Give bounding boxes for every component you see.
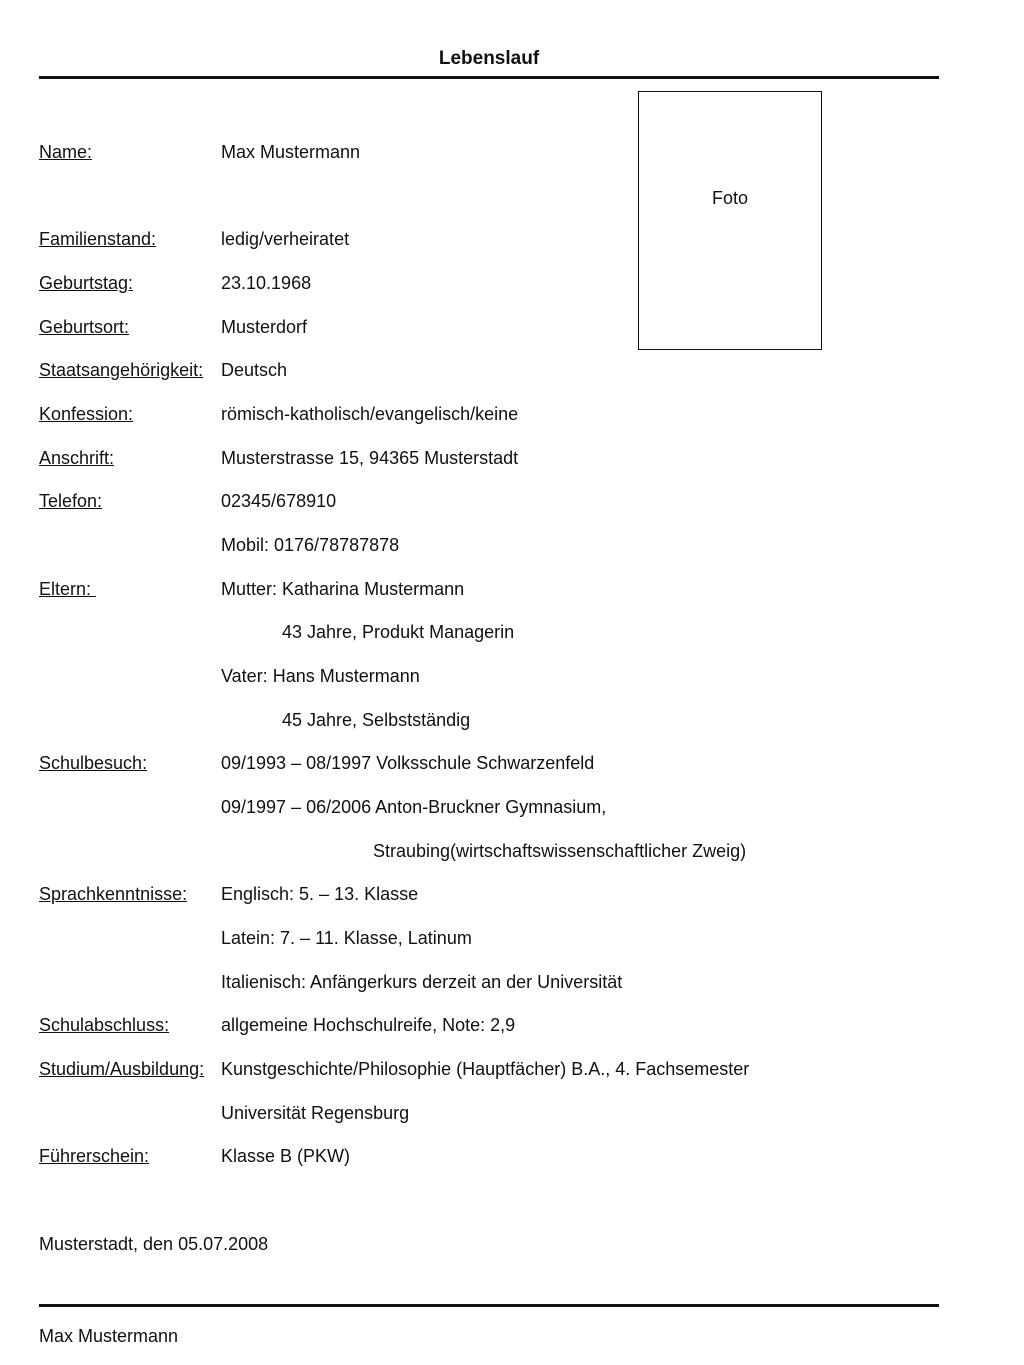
telefon-label: Telefon: (39, 491, 103, 511)
studium-label: Studium/Ausbildung: (39, 1059, 205, 1079)
schule-entry-2: 09/1997 – 06/2006 Anton-Bruckner Gymnasium, (221, 797, 607, 817)
geburtsort-value: Musterdorf (221, 317, 308, 337)
photo-placeholder (638, 91, 822, 350)
vater-detail: 45 Jahre, Selbstständig (282, 710, 471, 730)
schule-entry-2-cont: Straubing(wirtschaftswissenschaftlicher Zweig) (373, 841, 747, 861)
geburtstag-label: Geburtstag: (39, 273, 134, 293)
photo-label: Foto (711, 188, 749, 208)
familienstand-label: Familienstand: (39, 229, 157, 249)
name-value: Max Mustermann (221, 142, 361, 162)
schulbesuch-label: Schulbesuch: (39, 753, 148, 773)
signature-line (39, 1304, 939, 1307)
eltern-label: Eltern: (39, 579, 97, 599)
mutter-detail: 43 Jahre, Produkt Managerin (282, 622, 515, 642)
vater-value: Vater: Hans Mustermann (221, 666, 420, 686)
name-label: Name: (39, 142, 93, 162)
geburtsort-label: Geburtsort: (39, 317, 130, 337)
staatsangehoerigkeit-label: Staatsangehörigkeit: (39, 360, 204, 380)
top-divider (39, 76, 939, 79)
mutter-value: Mutter: Katharina Mustermann (221, 579, 465, 599)
sprache-latein: Latein: 7. – 11. Klasse, Latinum (221, 928, 472, 948)
signature-name: Max Mustermann (39, 1326, 179, 1346)
familienstand-value: ledig/verheiratet (221, 229, 350, 249)
fuehrerschein-value: Klasse B (PKW) (221, 1146, 351, 1166)
konfession-label: Konfession: (39, 404, 134, 424)
sprachkenntnisse-label: Sprachkenntnisse: (39, 884, 188, 904)
schulabschluss-value: allgemeine Hochschulreife, Note: 2,9 (221, 1015, 516, 1035)
schulabschluss-label: Schulabschluss: (39, 1015, 170, 1035)
telefon-value: 02345/678910 (221, 491, 337, 511)
studium-value-2: Universität Regensburg (221, 1103, 410, 1123)
mobil-value: Mobil: 0176/78787878 (221, 535, 400, 555)
sprache-italienisch: Italienisch: Anfängerkurs derzeit an der Universität (221, 972, 623, 992)
studium-value: Kunstgeschichte/Philosophie (Hauptfächer) B.A., 4. Fachsemester (221, 1059, 750, 1079)
page-title: Lebenslauf (438, 48, 540, 69)
konfession-value: römisch-katholisch/evangelisch/keine (221, 404, 519, 424)
fuehrerschein-label: Führerschein: (39, 1146, 150, 1166)
schule-entry-1: 09/1993 – 08/1997 Volksschule Schwarzenfeld (221, 753, 595, 773)
geburtstag-value: 23.10.1968 (221, 273, 312, 293)
anschrift-label: Anschrift: (39, 448, 115, 468)
place-date: Musterstadt, den 05.07.2008 (39, 1234, 269, 1254)
staatsangehoerigkeit-value: Deutsch (221, 360, 288, 380)
anschrift-value: Musterstrasse 15, 94365 Musterstadt (221, 448, 519, 468)
sprache-englisch: Englisch: 5. – 13. Klasse (221, 884, 419, 904)
